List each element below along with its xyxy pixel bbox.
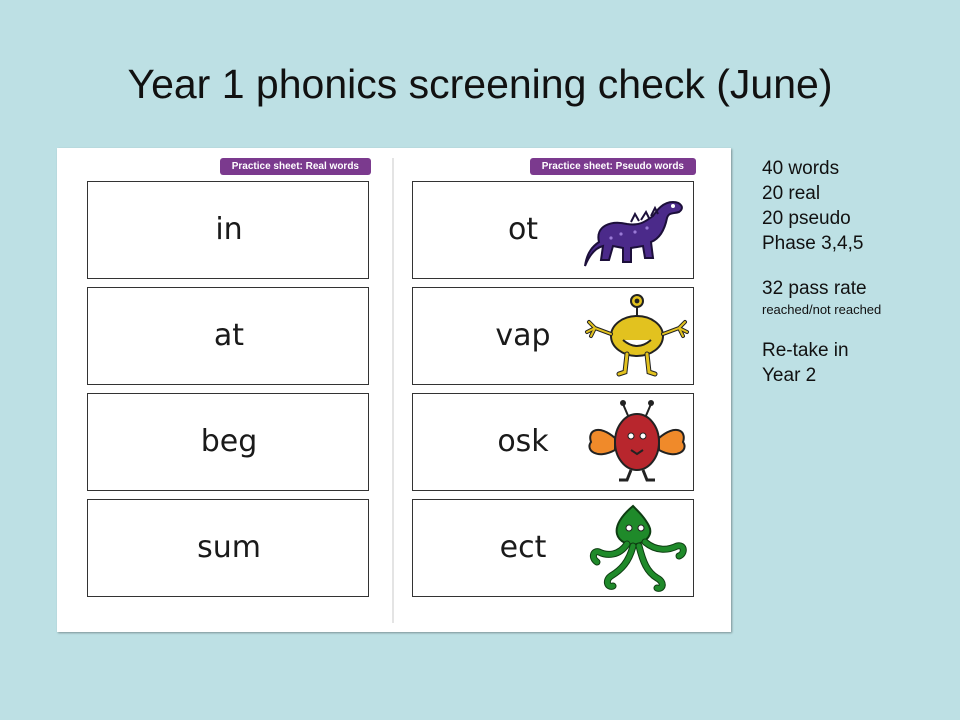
word-card: [412, 287, 694, 385]
pseudo-words-column: [409, 148, 709, 632]
word-card: [412, 499, 694, 597]
green-tentacle-monster-icon: [581, 504, 691, 592]
slide-title: Year 1 phonics screening check (June): [127, 61, 833, 107]
word-card: [87, 181, 369, 279]
yellow-one-eyed-monster-icon: [581, 292, 691, 380]
notes-line: Re-take in: [762, 340, 849, 361]
practice-sheet-image: [57, 148, 731, 632]
word-card: [412, 393, 694, 491]
notes-spacer: [762, 256, 952, 276]
notes-spacer: [762, 318, 952, 338]
red-antenna-monster-icon: [581, 398, 691, 486]
word-text: at: [213, 318, 245, 353]
notes-line: 20 pseudo: [762, 208, 851, 229]
notes-line: 20 real: [762, 183, 821, 204]
word-text: in: [215, 212, 243, 247]
word-text: beg: [200, 424, 258, 459]
sheet-divider: [392, 158, 394, 623]
notes-panel: [762, 156, 952, 388]
word-card: [87, 287, 369, 385]
notes-line: Phase 3,4,5: [762, 233, 864, 254]
notes-line: 32 pass rate: [762, 278, 867, 299]
notes-small-line: reached/not reached: [762, 302, 882, 317]
notes-line: 40 words: [762, 158, 840, 179]
pseudo-words-header: Practice sheet: Pseudo words: [530, 158, 696, 175]
word-card: [87, 499, 369, 597]
word-text: sum: [197, 530, 261, 565]
word-card: [87, 393, 369, 491]
word-text: osk: [497, 424, 549, 459]
word-text: vap: [495, 318, 551, 353]
purple-dinosaur-monster-icon: [581, 186, 691, 274]
real-words-column: [84, 148, 384, 632]
word-text: ect: [499, 530, 547, 565]
real-words-header: Practice sheet: Real words: [220, 158, 371, 175]
notes-line: Year 2: [762, 365, 817, 386]
word-text: ot: [507, 212, 539, 247]
word-card: [412, 181, 694, 279]
